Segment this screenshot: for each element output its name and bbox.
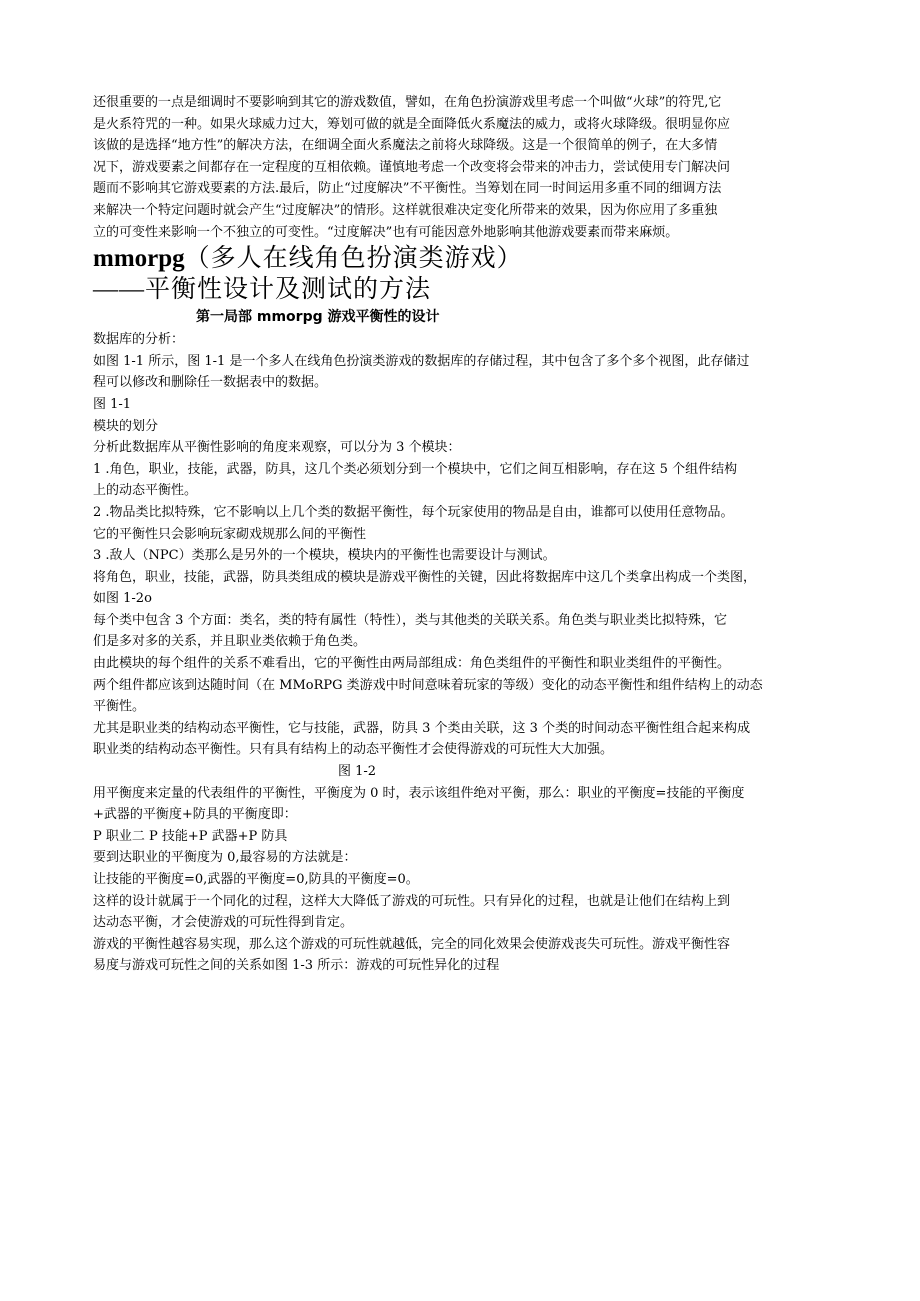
text-line: 尤其是职业类的结构动态平衡性，它与技能，武器，防具 3 个类由关联，这 3 个类的时间动态平衡性组合起来构成 — [93, 720, 751, 736]
title-latin: mmorpg — [93, 245, 185, 273]
text-line: 况下，游戏要素之间都存在一定程度的互相依赖。谨慎地考虑一个改变将会带来的冲击力，尝试使用专门解决问 — [93, 159, 731, 175]
text-line: 每个类中包含 3 个方面：类名，类的特有属性（特性），类与其他类的关联关系。角色类与职业类比拟特殊，它 — [93, 612, 728, 628]
body-text — [93, 329, 838, 761]
text-line: 立的可变性来影响一个不独立的可变性。“过度解决”也有可能因意外地影响其他游戏要素而带来麻烦。 — [93, 224, 679, 240]
tail-text — [93, 783, 838, 977]
text-line: 该做的是选择“地方性”的解决方法，在细调全面火系魔法之前将火球降级。这是一个很简单的例子，在大多情 — [93, 138, 718, 154]
text-line: 2 .物品类比拟特殊，它不影响以上几个类的数据平衡性，每个玩家使用的物品是自由，谁都可以使用任意物品。 — [93, 504, 734, 520]
text-line: +武器的平衡度+防具的平衡度即： — [93, 807, 297, 823]
text-line: 数据库的分析： — [93, 332, 185, 348]
text-line: 模块的划分 — [93, 418, 159, 434]
text-line: 3 .敌人（NPC）类那么是另外的一个模块，模块内的平衡性也需要设计与测试。 — [93, 548, 556, 564]
intro-paragraph — [93, 92, 838, 243]
text-line: 职业类的结构动态平衡性。只有具有结构上的动态平衡性才会使得游戏的可玩性大大加强。 — [93, 742, 614, 758]
text-line: 题而不影响其它游戏要素的方法.最后，防止“过度解决”不平衡性。当筹划在同一时间运用多重不同的细调方法 — [93, 181, 722, 197]
formula-line: P 职业二 P 技能+P 武器+P 防具 — [93, 828, 288, 844]
document-title-line-2: ——平衡性设计及测试的方法 — [93, 276, 432, 304]
text-line: 要到达职业的平衡度为 0,最容易的方法就是： — [93, 850, 357, 866]
title-rest: （多人在线角色扮演类游戏） — [184, 245, 523, 273]
text-line: 这样的设计就属于一个同化的过程，这样大大降低了游戏的可玩性。只有异化的过程，也就是让他们在结构上到 — [93, 893, 731, 909]
text-line: 是火系符咒的一种。如果火球威力过大，筹划可做的就是全面降低火系魔法的威力，或将火球降级。很明显你应 — [93, 116, 731, 132]
text-line: 达动态平衡，才会使游戏的可玩性得到肯定。 — [93, 915, 354, 931]
text-line: 分析此数据库从平衡性影响的角度来观察，可以分为 3 个模块： — [93, 440, 461, 456]
text-line: 程可以修改和删除任一数据表中的数据。 — [93, 375, 328, 391]
text-line: 如图 1-1 所示，图 1-1 是一个多人在线角色扮演类游戏的数据库的存储过程，其中包含了多个多个视图，此存储过 — [93, 353, 750, 369]
text-line: 让技能的平衡度=0,武器的平衡度=0,防具的平衡度=0。 — [93, 872, 419, 887]
figure-label: 图 1-1 — [93, 396, 132, 412]
document-title-line-1 — [93, 243, 838, 274]
figure-label-1-2: 图 1-2 — [338, 764, 377, 780]
text-line: 两个组件都应该到达随时间（在 MMoRPG 类游戏中时间意味着玩家的等级）变化的动态平衡性和组件结构上的动态 — [93, 677, 763, 693]
text-line: 游戏的平衡性越容易实现，那么这个游戏的可玩性就越低，完全的同化效果会使游戏丧失可玩性。游戏平衡性容 — [93, 936, 731, 952]
section-heading: 第一局部 mmorpg 游戏平衡性的设计 — [196, 309, 440, 326]
text-line: 平衡性。 — [93, 699, 146, 715]
text-line: 它的平衡性只会影响玩家砌戏规那么间的平衡性 — [93, 526, 367, 542]
document-body — [93, 92, 838, 977]
text-line: 1 .角色，职业，技能，武器，防具，这几个类必须划分到一个模块中，它们之间互相影响，存在这 5 个组件结构 — [93, 461, 738, 477]
text-line: 还很重要的一点是细调时不要影响到其它的游戏数值，譬如，在角色扮演游戏里考虑一个叫做“火球”的符咒,它 — [93, 95, 722, 110]
text-line: 们是多对多的关系，并且职业类依赖于角色类。 — [93, 634, 367, 650]
text-line: 上的动态平衡性。 — [93, 483, 198, 499]
text-line: 由此模块的每个组件的关系不难看出，它的平衡性由两局部组成：角色类组件的平衡性和职业类组件的平衡性。 — [93, 656, 731, 672]
text-line: 易度与游戏可玩性之间的关系如图 1-3 所示：游戏的可玩性异化的过程 — [93, 958, 500, 974]
text-line: 来解决一个特定问题时就会产生“过度解决”的情形。这样就很难决定变化所带来的效果，因为你应用了多重独 — [93, 202, 718, 218]
text-line: 将角色，职业，技能，武器，防具类组成的模块是游戏平衡性的关键，因此将数据库中这几个类拿出构成一个类图， — [93, 569, 757, 585]
text-line: 如图 1-2o — [93, 591, 152, 607]
text-line: 用平衡度来定量的代表组件的平衡性，平衡度为 0 时，表示该组件绝对平衡，那么：职业的平衡度=技能的平衡度 — [93, 785, 745, 801]
